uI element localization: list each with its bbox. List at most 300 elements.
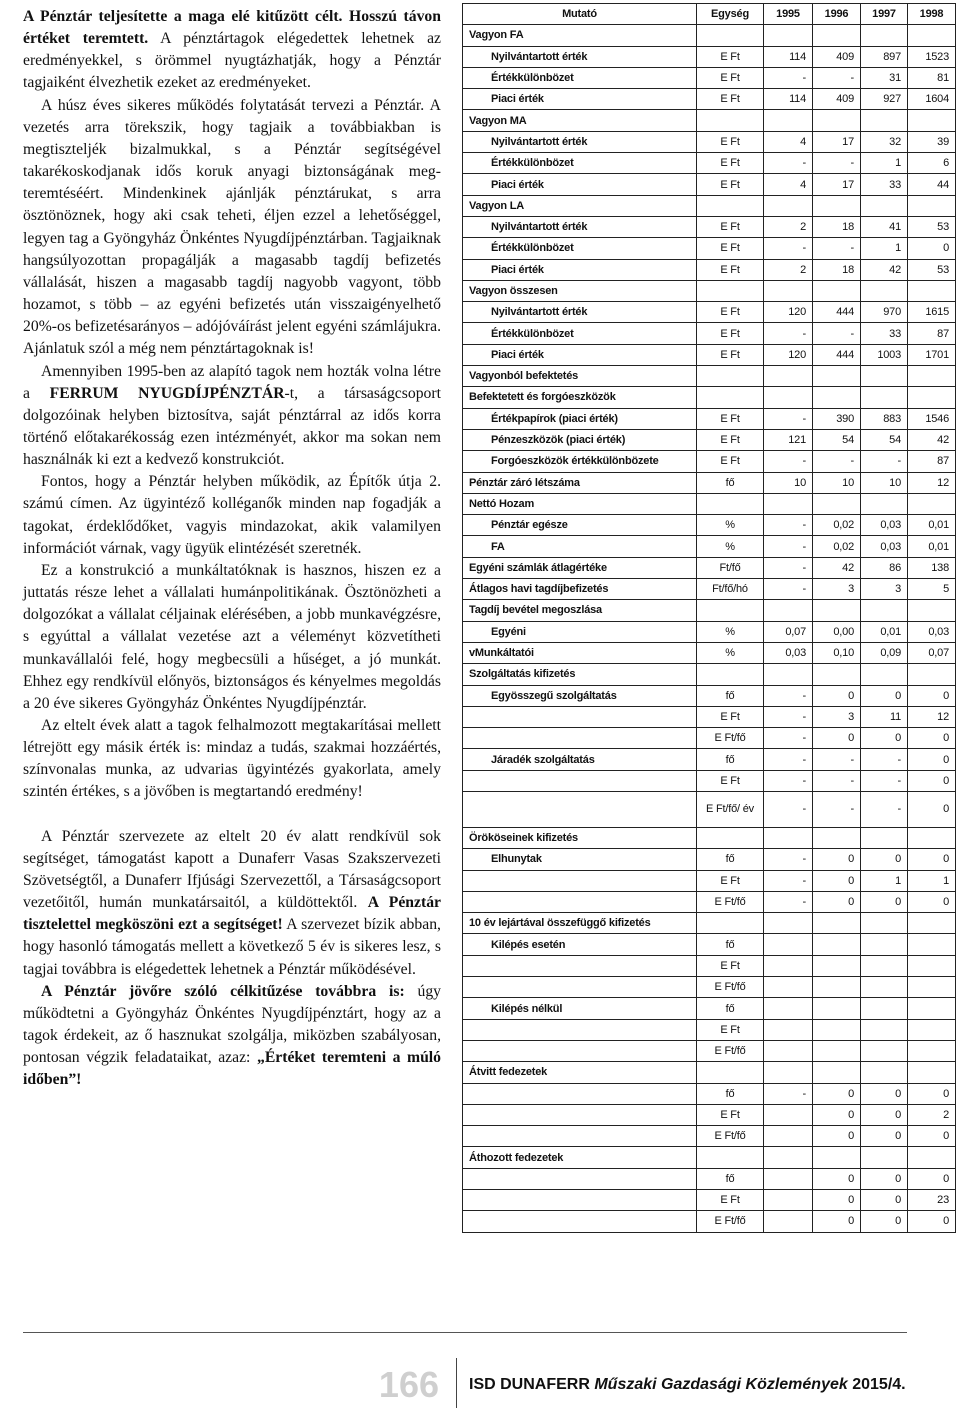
value-cell: 81 [908, 67, 956, 88]
value-cell: 10 [764, 472, 813, 493]
row-label: Piaci érték [463, 259, 697, 280]
value-cell [764, 600, 813, 621]
value-cell: 138 [908, 557, 956, 578]
value-cell: 1546 [908, 408, 956, 429]
value-cell [813, 998, 861, 1019]
value-cell [861, 280, 908, 301]
value-cell: 54 [813, 429, 861, 450]
value-cell: 897 [861, 46, 908, 67]
unit-cell: E Ft [697, 451, 764, 472]
row-label: Nyilvántartott érték [463, 302, 697, 323]
value-cell: 114 [764, 46, 813, 67]
value-cell [764, 1062, 813, 1083]
unit-cell [697, 600, 764, 621]
value-cell: 0 [908, 770, 956, 791]
value-cell [861, 827, 908, 848]
value-cell: 3 [813, 706, 861, 727]
table-row [463, 706, 956, 727]
unit-cell [697, 280, 764, 301]
value-cell [813, 955, 861, 976]
value-cell: - [861, 770, 908, 791]
value-cell: 1 [908, 870, 956, 891]
unit-cell: E Ft/fő [697, 891, 764, 912]
row-label: Piaci érték [463, 344, 697, 365]
row-label: Vagyon LA [463, 195, 697, 216]
value-cell: - [764, 749, 813, 770]
value-cell [908, 366, 956, 387]
value-cell: 1 [861, 153, 908, 174]
unit-cell: % [697, 536, 764, 557]
value-cell [813, 387, 861, 408]
table-row [463, 472, 956, 493]
value-cell [764, 280, 813, 301]
value-cell: 2 [908, 1104, 956, 1125]
table-row [463, 600, 956, 621]
unit-cell [697, 913, 764, 934]
table-row [463, 451, 956, 472]
column-header: 1997 [861, 4, 908, 25]
unit-cell: E Ft [697, 302, 764, 323]
row-label: Vagyon összesen [463, 280, 697, 301]
row-label: Vagyon MA [463, 110, 697, 131]
table-row [463, 1168, 956, 1189]
value-cell [813, 600, 861, 621]
value-cell [861, 387, 908, 408]
value-cell [908, 934, 956, 955]
value-cell: - [813, 749, 861, 770]
value-cell [813, 366, 861, 387]
value-cell: 0 [861, 1211, 908, 1232]
value-cell [764, 1147, 813, 1168]
value-cell: 0 [813, 1083, 861, 1104]
unit-cell: E Ft [697, 46, 764, 67]
unit-cell: E Ft [697, 955, 764, 976]
unit-cell: E Ft [697, 1019, 764, 1040]
value-cell: - [764, 579, 813, 600]
value-cell: - [764, 849, 813, 870]
unit-cell: fő [697, 1168, 764, 1189]
value-cell: 0 [813, 1126, 861, 1147]
table-row [463, 195, 956, 216]
footer-divider [456, 1358, 457, 1408]
table-row [463, 46, 956, 67]
unit-cell: E Ft/fő [697, 1126, 764, 1147]
table-row [463, 1147, 956, 1168]
table-row [463, 557, 956, 578]
column-header: Egység [697, 4, 764, 25]
value-cell: 87 [908, 451, 956, 472]
unit-cell: E Ft [697, 216, 764, 237]
value-cell: 12 [908, 472, 956, 493]
value-cell: 390 [813, 408, 861, 429]
table-row [463, 791, 956, 827]
table-row [463, 536, 956, 557]
value-cell: - [813, 67, 861, 88]
value-cell [813, 1019, 861, 1040]
value-cell: 444 [813, 302, 861, 323]
value-cell: - [764, 536, 813, 557]
column-header: 1996 [813, 4, 861, 25]
row-label: Pénztár záró létszáma [463, 472, 697, 493]
table-row [463, 493, 956, 514]
value-cell: 0,03 [861, 515, 908, 536]
row-label [463, 1168, 697, 1189]
value-cell: 42 [908, 429, 956, 450]
table-row [463, 323, 956, 344]
row-label [463, 1211, 697, 1232]
row-label: Nyilvántartott érték [463, 46, 697, 67]
row-label [463, 1126, 697, 1147]
table-row [463, 934, 956, 955]
column-header: 1998 [908, 4, 956, 25]
value-cell: 0 [813, 1168, 861, 1189]
value-cell: 32 [861, 131, 908, 152]
value-cell: - [861, 791, 908, 827]
row-label [463, 1083, 697, 1104]
unit-cell: E Ft [697, 131, 764, 152]
journal-name: Műszaki Gazdasági Közlemények [594, 1376, 848, 1393]
value-cell [861, 600, 908, 621]
table-row [463, 749, 956, 770]
value-cell: - [813, 770, 861, 791]
value-cell: 409 [813, 89, 861, 110]
value-cell [813, 110, 861, 131]
value-cell [764, 1104, 813, 1125]
value-cell [861, 493, 908, 514]
value-cell: - [813, 451, 861, 472]
row-label: Nyilvántartott érték [463, 216, 697, 237]
table-header-row [463, 4, 956, 25]
table-row [463, 955, 956, 976]
unit-cell [697, 366, 764, 387]
row-label: Elhunytak [463, 849, 697, 870]
value-cell: 114 [764, 89, 813, 110]
value-cell [764, 1040, 813, 1061]
unit-cell: E Ft/fő [697, 728, 764, 749]
value-cell [764, 664, 813, 685]
footer-rule [23, 1332, 907, 1333]
value-cell: 970 [861, 302, 908, 323]
value-cell [813, 913, 861, 934]
row-label: FA [463, 536, 697, 557]
value-cell [861, 955, 908, 976]
value-cell [813, 195, 861, 216]
table-row [463, 174, 956, 195]
unit-cell: E Ft [697, 174, 764, 195]
value-cell: 927 [861, 89, 908, 110]
unit-cell: E Ft [697, 408, 764, 429]
value-cell: - [764, 557, 813, 578]
table-row [463, 216, 956, 237]
value-cell [764, 493, 813, 514]
value-cell [813, 1147, 861, 1168]
value-cell: - [764, 67, 813, 88]
value-cell [764, 1190, 813, 1211]
value-cell [861, 1040, 908, 1061]
column-header: Mutató [463, 4, 697, 25]
value-cell [764, 827, 813, 848]
value-cell: 18 [813, 259, 861, 280]
paragraph-gap [23, 804, 441, 826]
value-cell [813, 493, 861, 514]
table-row [463, 280, 956, 301]
table-row [463, 89, 956, 110]
value-cell: - [861, 749, 908, 770]
value-cell: 0 [861, 1104, 908, 1125]
value-cell: 0,01 [861, 621, 908, 642]
row-label: Kilépés esetén [463, 934, 697, 955]
value-cell: 0 [908, 238, 956, 259]
value-cell: 1523 [908, 46, 956, 67]
row-label: Pénztár egésze [463, 515, 697, 536]
value-cell: 33 [861, 323, 908, 344]
value-cell [813, 1062, 861, 1083]
value-cell [861, 1147, 908, 1168]
value-cell: 120 [764, 344, 813, 365]
value-cell: 0 [813, 1211, 861, 1232]
value-cell: 3 [861, 579, 908, 600]
table-row [463, 998, 956, 1019]
value-cell: - [764, 323, 813, 344]
value-cell [813, 25, 861, 46]
row-label: Piaci érték [463, 89, 697, 110]
value-cell [908, 955, 956, 976]
value-cell [764, 955, 813, 976]
value-cell [908, 600, 956, 621]
value-cell [908, 977, 956, 998]
value-cell [861, 664, 908, 685]
value-cell: 0 [813, 849, 861, 870]
value-cell: 31 [861, 67, 908, 88]
unit-cell: E Ft/fő/ év [697, 791, 764, 827]
row-label: Értékpapírok (piaci érték) [463, 408, 697, 429]
value-cell [861, 110, 908, 131]
row-label: Szolgáltatás kifizetés [463, 664, 697, 685]
value-cell: 53 [908, 216, 956, 237]
value-cell [908, 1147, 956, 1168]
unit-cell: E Ft/fő [697, 977, 764, 998]
article-paragraph: A húsz éves sikeres működés folytatását tervezi a Pénztár. A vezetés arra törekszik, hogy tagjaik a továbbiakban is megtiszteljék bizalmukkal, s a Pénztár segítségével takarékoskodjanak idős koruk anyagi biztonságának megteremtéséért. Mindenkinek ajánlják pénztárukat, s arra ösztönöznek, hogy aki csak teheti, éljen ezzel a lehetőséggel, legyen tag a Gyöngyház Önkéntes Nyugdíjpénztárban. Tagjaiknak hangsúlyozottan propagálják a magasabb tagdíj befizetés vállalását, hiszen a magasabb tagdíj nagyobb vagyont, több hozamot, s több – az egyéni befizetés után visszaigényelhető 20%-os befizetésarányos – adójóváírást jelent egyéni számlájukra. Ajánlatuk szól a még nem pénztártagoknak is! [23, 96, 441, 358]
unit-cell: E Ft [697, 238, 764, 259]
table-row [463, 685, 956, 706]
value-cell: 11 [861, 706, 908, 727]
unit-cell: E Ft/fő [697, 1211, 764, 1232]
value-cell: 1701 [908, 344, 956, 365]
value-cell: 0 [861, 1190, 908, 1211]
value-cell: - [764, 728, 813, 749]
value-cell: 0 [813, 1190, 861, 1211]
value-cell: 1 [861, 238, 908, 259]
value-cell [764, 110, 813, 131]
unit-cell [697, 493, 764, 514]
value-cell [764, 366, 813, 387]
table-row [463, 1083, 956, 1104]
value-cell: 0,03 [764, 642, 813, 663]
value-cell: 39 [908, 131, 956, 152]
table-row [463, 1062, 956, 1083]
value-cell: 0,01 [908, 536, 956, 557]
value-cell: 0 [813, 685, 861, 706]
value-cell [861, 934, 908, 955]
article-paragraph: Az eltelt évek alatt a tagok felhalmozott megtakarításai mellett létrejött egy másik érték is: mindaz a tudás, szakmai hozzáértés, színvonalas munka, az udvarias ügyintézés gyakorlata, amely szintén értékes, s a jövőben is megtartandó eredmény! [23, 717, 441, 801]
unit-cell [697, 195, 764, 216]
value-cell: - [764, 515, 813, 536]
unit-cell: fő [697, 998, 764, 1019]
table-row [463, 302, 956, 323]
value-cell [764, 1019, 813, 1040]
table-row [463, 1040, 956, 1061]
row-label [463, 1190, 697, 1211]
value-cell: 0 [861, 1083, 908, 1104]
value-cell [908, 1062, 956, 1083]
value-cell [813, 934, 861, 955]
value-cell: - [764, 891, 813, 912]
value-cell [861, 195, 908, 216]
value-cell: - [764, 791, 813, 827]
value-cell: 0 [861, 891, 908, 912]
unit-cell: fő [697, 934, 764, 955]
unit-cell [697, 387, 764, 408]
value-cell: - [813, 153, 861, 174]
value-cell: 0 [908, 749, 956, 770]
table-row [463, 110, 956, 131]
value-cell: 17 [813, 174, 861, 195]
row-label: Áthozott fedezetek [463, 1147, 697, 1168]
table-row [463, 131, 956, 152]
value-cell [908, 827, 956, 848]
value-cell [813, 827, 861, 848]
row-label: vMunkáltatói [463, 642, 697, 663]
journal-title [469, 1376, 906, 1394]
value-cell: - [813, 238, 861, 259]
row-label: Örököseinek kifizetés [463, 827, 697, 848]
value-cell [861, 913, 908, 934]
value-cell: 0,02 [813, 536, 861, 557]
article-paragraph: A Pénztár szervezete az eltelt 20 év alatt rendkívül sok segítséget, támogatást kapott a Dunaferr Vasas Szakszervezeti Szövetségtől, a Dunaferr Ifjúsági Szervezettől, a Társaságcsoport vezetőitől, humán munkatársaitól, a küldöttektől. A Pénztár tisztelettel megköszöni ezt a segítséget! A szervezet bízik abban, hogy hasonló támogatás mellett a következő 5 év is sikeres lesz, s tagjai továbbra is elégedettek lehetnek a Pénztár működésével. [23, 827, 441, 978]
row-label: Vagyonból befektetés [463, 366, 697, 387]
value-cell: 0 [908, 1168, 956, 1189]
journal-issue: 2015/4. [847, 1376, 906, 1393]
table-row [463, 870, 956, 891]
unit-cell [697, 1147, 764, 1168]
value-cell [908, 110, 956, 131]
unit-cell: E Ft [697, 870, 764, 891]
unit-cell: E Ft [697, 706, 764, 727]
row-label: Értékkülönbözet [463, 323, 697, 344]
value-cell: 120 [764, 302, 813, 323]
unit-cell: E Ft [697, 153, 764, 174]
indicator-table [462, 3, 956, 1233]
row-label: Egyösszegű szolgáltatás [463, 685, 697, 706]
value-cell: 1003 [861, 344, 908, 365]
value-cell: 10 [861, 472, 908, 493]
value-cell: 0 [908, 849, 956, 870]
value-cell: 44 [908, 174, 956, 195]
value-cell: - [764, 685, 813, 706]
unit-cell [697, 110, 764, 131]
value-cell [908, 913, 956, 934]
table-row [463, 366, 956, 387]
value-cell: 444 [813, 344, 861, 365]
row-label [463, 955, 697, 976]
value-cell: 12 [908, 706, 956, 727]
value-cell: 121 [764, 429, 813, 450]
table-row [463, 849, 956, 870]
table-row [463, 579, 956, 600]
row-label: Piaci érték [463, 174, 697, 195]
journal-prefix: ISD DUNAFERR [469, 1376, 595, 1393]
unit-cell [697, 1062, 764, 1083]
unit-cell: E Ft/fő [697, 1040, 764, 1061]
value-cell [764, 387, 813, 408]
value-cell [813, 1040, 861, 1061]
row-label [463, 870, 697, 891]
table-row [463, 515, 956, 536]
value-cell: 1 [861, 870, 908, 891]
value-cell [764, 1126, 813, 1147]
unit-cell: E Ft [697, 429, 764, 450]
value-cell: 0 [861, 849, 908, 870]
value-cell: 0 [861, 728, 908, 749]
value-cell: 3 [813, 579, 861, 600]
unit-cell: % [697, 642, 764, 663]
value-cell: 0,07 [908, 642, 956, 663]
table-row [463, 728, 956, 749]
row-label: Járadék szolgáltatás [463, 749, 697, 770]
unit-cell: E Ft [697, 1104, 764, 1125]
unit-cell: % [697, 621, 764, 642]
value-cell [908, 998, 956, 1019]
value-cell: 2 [764, 259, 813, 280]
value-cell: 0,02 [813, 515, 861, 536]
value-cell [908, 1040, 956, 1061]
table-row [463, 664, 956, 685]
row-label: Tagdíj bevétel megoszlása [463, 600, 697, 621]
value-cell: 0 [813, 891, 861, 912]
value-cell [813, 280, 861, 301]
value-cell [764, 25, 813, 46]
value-cell: 0 [861, 685, 908, 706]
table-row [463, 827, 956, 848]
value-cell: 42 [861, 259, 908, 280]
value-cell [861, 1062, 908, 1083]
row-label [463, 791, 697, 827]
page-number: 166 [378, 1364, 439, 1405]
table-row [463, 1190, 956, 1211]
article-paragraph: Fontos, hogy a Pénztár helyben működik, az Építők útja 2. számú címen. Az ügyintéző kolléganők minden nap fogadják a tagokat, érdeklődőket, vagyis mindazokat, akik valamilyen információt várnak, vagy ügyük elintézését szeretnék. [23, 473, 441, 557]
row-label [463, 1104, 697, 1125]
value-cell: 54 [861, 429, 908, 450]
table-row [463, 642, 956, 663]
value-cell [861, 977, 908, 998]
value-cell: - [764, 408, 813, 429]
table-row [463, 238, 956, 259]
table-row [463, 913, 956, 934]
table-row [463, 1104, 956, 1125]
row-label: Egyéni [463, 621, 697, 642]
row-label: Kilépés nélkül [463, 998, 697, 1019]
row-label: Befektetett és forgóeszközök [463, 387, 697, 408]
table-row [463, 429, 956, 450]
value-cell: 0,01 [908, 515, 956, 536]
unit-cell: E Ft [697, 89, 764, 110]
unit-cell: fő [697, 1083, 764, 1104]
unit-cell: fő [697, 685, 764, 706]
table-row [463, 1126, 956, 1147]
value-cell: - [813, 323, 861, 344]
value-cell [764, 998, 813, 1019]
value-cell: 17 [813, 131, 861, 152]
